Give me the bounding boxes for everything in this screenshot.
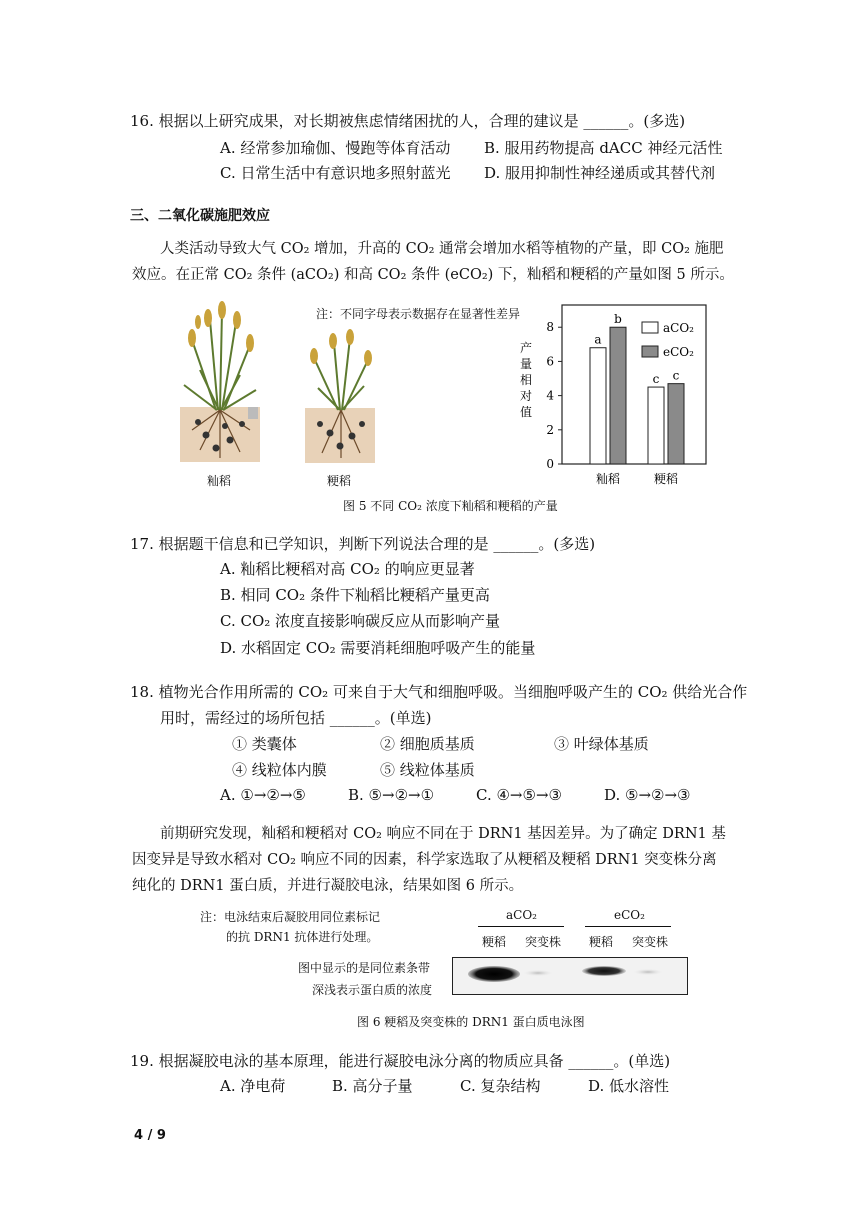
q19-option-c: C. 复杂结构 [460,1077,541,1095]
gel-band-lane2 [524,970,552,976]
q18-item-5: ⑤ 线粒体基质 [380,761,475,779]
q16-stem: 16. 根据以上研究成果，对长期被焦虑情绪困扰的人，合理的建议是 ______。(多选) [130,112,686,130]
q16-option-c: C. 日常生活中有意识地多照射蓝光 [220,164,451,182]
japonica-rice-illustration [300,328,380,468]
q19-stem: 19. 根据凝胶电泳的基本原理，能进行凝胶电泳分离的物质应具备 ______。(单选) [130,1052,671,1070]
legend-label-aco2: aCO₂ [663,321,694,335]
para2-line2: 因变异是导致水稻对 CO₂ 响应不同的因素，科学家选取了从粳稻及粳稻 DRN1 突变株分离 [132,852,717,868]
y-axis-label-char: 相 [519,373,533,387]
section-title: 三、二氧化碳施肥效应 [130,208,270,224]
section-para-line2: 效应。在正常 CO₂ 条件 (aCO₂) 和高 CO₂ 条件 (eCO₂) 下，籼稻和粳稻的产量如图 5 所示。 [132,267,734,283]
q19-option-d: D. 低水溶性 [588,1077,670,1095]
para2-line1: 前期研究发现，籼稻和粳稻对 CO₂ 响应不同在于 DRN1 基因差异。为了确定 DRN1 基 [160,826,726,842]
gel-band-lane3 [582,966,626,976]
legend-swatch-aco2 [642,322,658,333]
q18-item-3: ③ 叶绿体基质 [554,735,649,753]
significance-letter: b [614,312,622,327]
q17-option-a: A. 籼稻比粳稻对高 CO₂ 的响应更显著 [220,560,475,578]
significance-letter: c [652,372,660,387]
q17-option-d: D. 水稻固定 CO₂ 需要消耗细胞呼吸产生的能量 [220,639,536,657]
bar-aco2-indica [590,348,606,464]
fig6-left-line2: 深浅表示蛋白质的浓度 [312,983,433,997]
gel-lane4-label: 突变株 [632,935,669,949]
gel-group-aco2-line [478,926,564,927]
q18-option-d: D. ⑤→②→③ [604,786,691,804]
q17-stem: 17. 根据题干信息和已学知识，判断下列说法合理的是 ______。(多选) [130,535,596,553]
q18-option-a: A. ①→②→⑤ [220,786,306,804]
gel-lane1-label: 粳稻 [482,935,507,949]
y-axis-label-char: 对 [519,389,533,403]
y-tick-label: 4 [546,388,554,403]
bar-eco2-indica [610,327,626,464]
y-tick-label: 6 [546,354,554,369]
section-para-line1: 人类活动导致大气 CO₂ 增加，升高的 CO₂ 通常会增加水稻等植物的产量，即 CO₂ 施肥 [160,241,724,257]
significance-letter: c [672,368,680,383]
fig5-caption: 图 5 不同 CO₂ 浓度下籼稻和粳稻的产量 [343,499,558,513]
bar-eco2-japonica [668,384,684,464]
plant1-label: 籼稻 [207,474,232,488]
q19-option-b: B. 高分子量 [332,1077,413,1095]
fig5-note: 注：不同字母表示数据存在显著性差异 [316,307,521,321]
q19-option-a: A. 净电荷 [220,1077,286,1095]
page-number: 4 / 9 [134,1128,166,1143]
gel-group-aco2: aCO₂ [506,908,537,922]
q18-stem-line2: 用时，需经过的场所包括 ______。(单选) [160,709,432,727]
gel-image [452,957,688,995]
q17-option-b: B. 相同 CO₂ 条件下籼稻比粳稻产量更高 [220,586,490,604]
q16-option-d: D. 服用抑制性神经递质或其替代剂 [484,164,716,182]
y-axis-label-char: 值 [519,405,533,419]
q18-stem-line1: 18. 植物光合作用所需的 CO₂ 可来自于大气和细胞呼吸。当细胞呼吸产生的 CO₂ 供给光合作 [130,683,748,701]
q16-option-a: A. 经常参加瑜伽、慢跑等体育活动 [220,139,451,157]
fig6-note-line1: 注：电泳结束后凝胶用同位素标记 [200,910,381,924]
gel-lane2-label: 突变株 [525,935,562,949]
y-tick-label: 8 [546,320,554,335]
q18-item-1: ① 类囊体 [232,735,297,753]
para2-line3: 纯化的 DRN1 蛋白质，并进行凝胶电泳，结果如图 6 所示。 [132,878,524,894]
yield-bar-chart [510,300,730,495]
fig6-caption: 图 6 粳稻及突变株的 DRN1 蛋白质电泳图 [357,1015,585,1029]
y-axis-label-char: 产 [519,341,533,355]
y-tick-label: 2 [546,422,554,437]
q17-option-c: C. CO₂ 浓度直接影响碳反应从而影响产量 [220,612,501,630]
gel-group-eco2-line [585,926,671,927]
fig6-left-line1: 图中显示的是同位素条带 [298,961,431,975]
y-tick-label: 0 [546,457,554,471]
gel-lane3-label: 粳稻 [589,935,614,949]
legend-swatch-eco2 [642,346,658,357]
plant2-label: 粳稻 [327,474,352,488]
q18-item-4: ④ 线粒体内膜 [232,761,327,779]
q18-item-2: ② 细胞质基质 [380,735,475,753]
x-tick-label: 粳稻 [653,472,679,486]
q16-option-b: B. 服用药物提高 dACC 神经元活性 [484,139,723,157]
legend-label-eco2: eCO₂ [663,345,694,359]
gel-band-lane4 [634,969,662,975]
indica-rice-illustration [170,300,270,470]
gel-band-lane1 [468,966,520,982]
significance-letter: a [594,332,602,347]
q18-option-c: C. ④→⑤→③ [476,786,562,804]
y-axis-label-char: 量 [519,357,533,371]
bar-aco2-japonica [648,387,664,464]
q18-option-b: B. ⑤→②→① [348,786,435,804]
chart-body [520,305,706,486]
fig6-note-line2: 的抗 DRN1 抗体进行处理。 [226,930,379,944]
x-tick-label: 籼稻 [595,472,621,486]
gel-group-eco2: eCO₂ [614,908,645,922]
